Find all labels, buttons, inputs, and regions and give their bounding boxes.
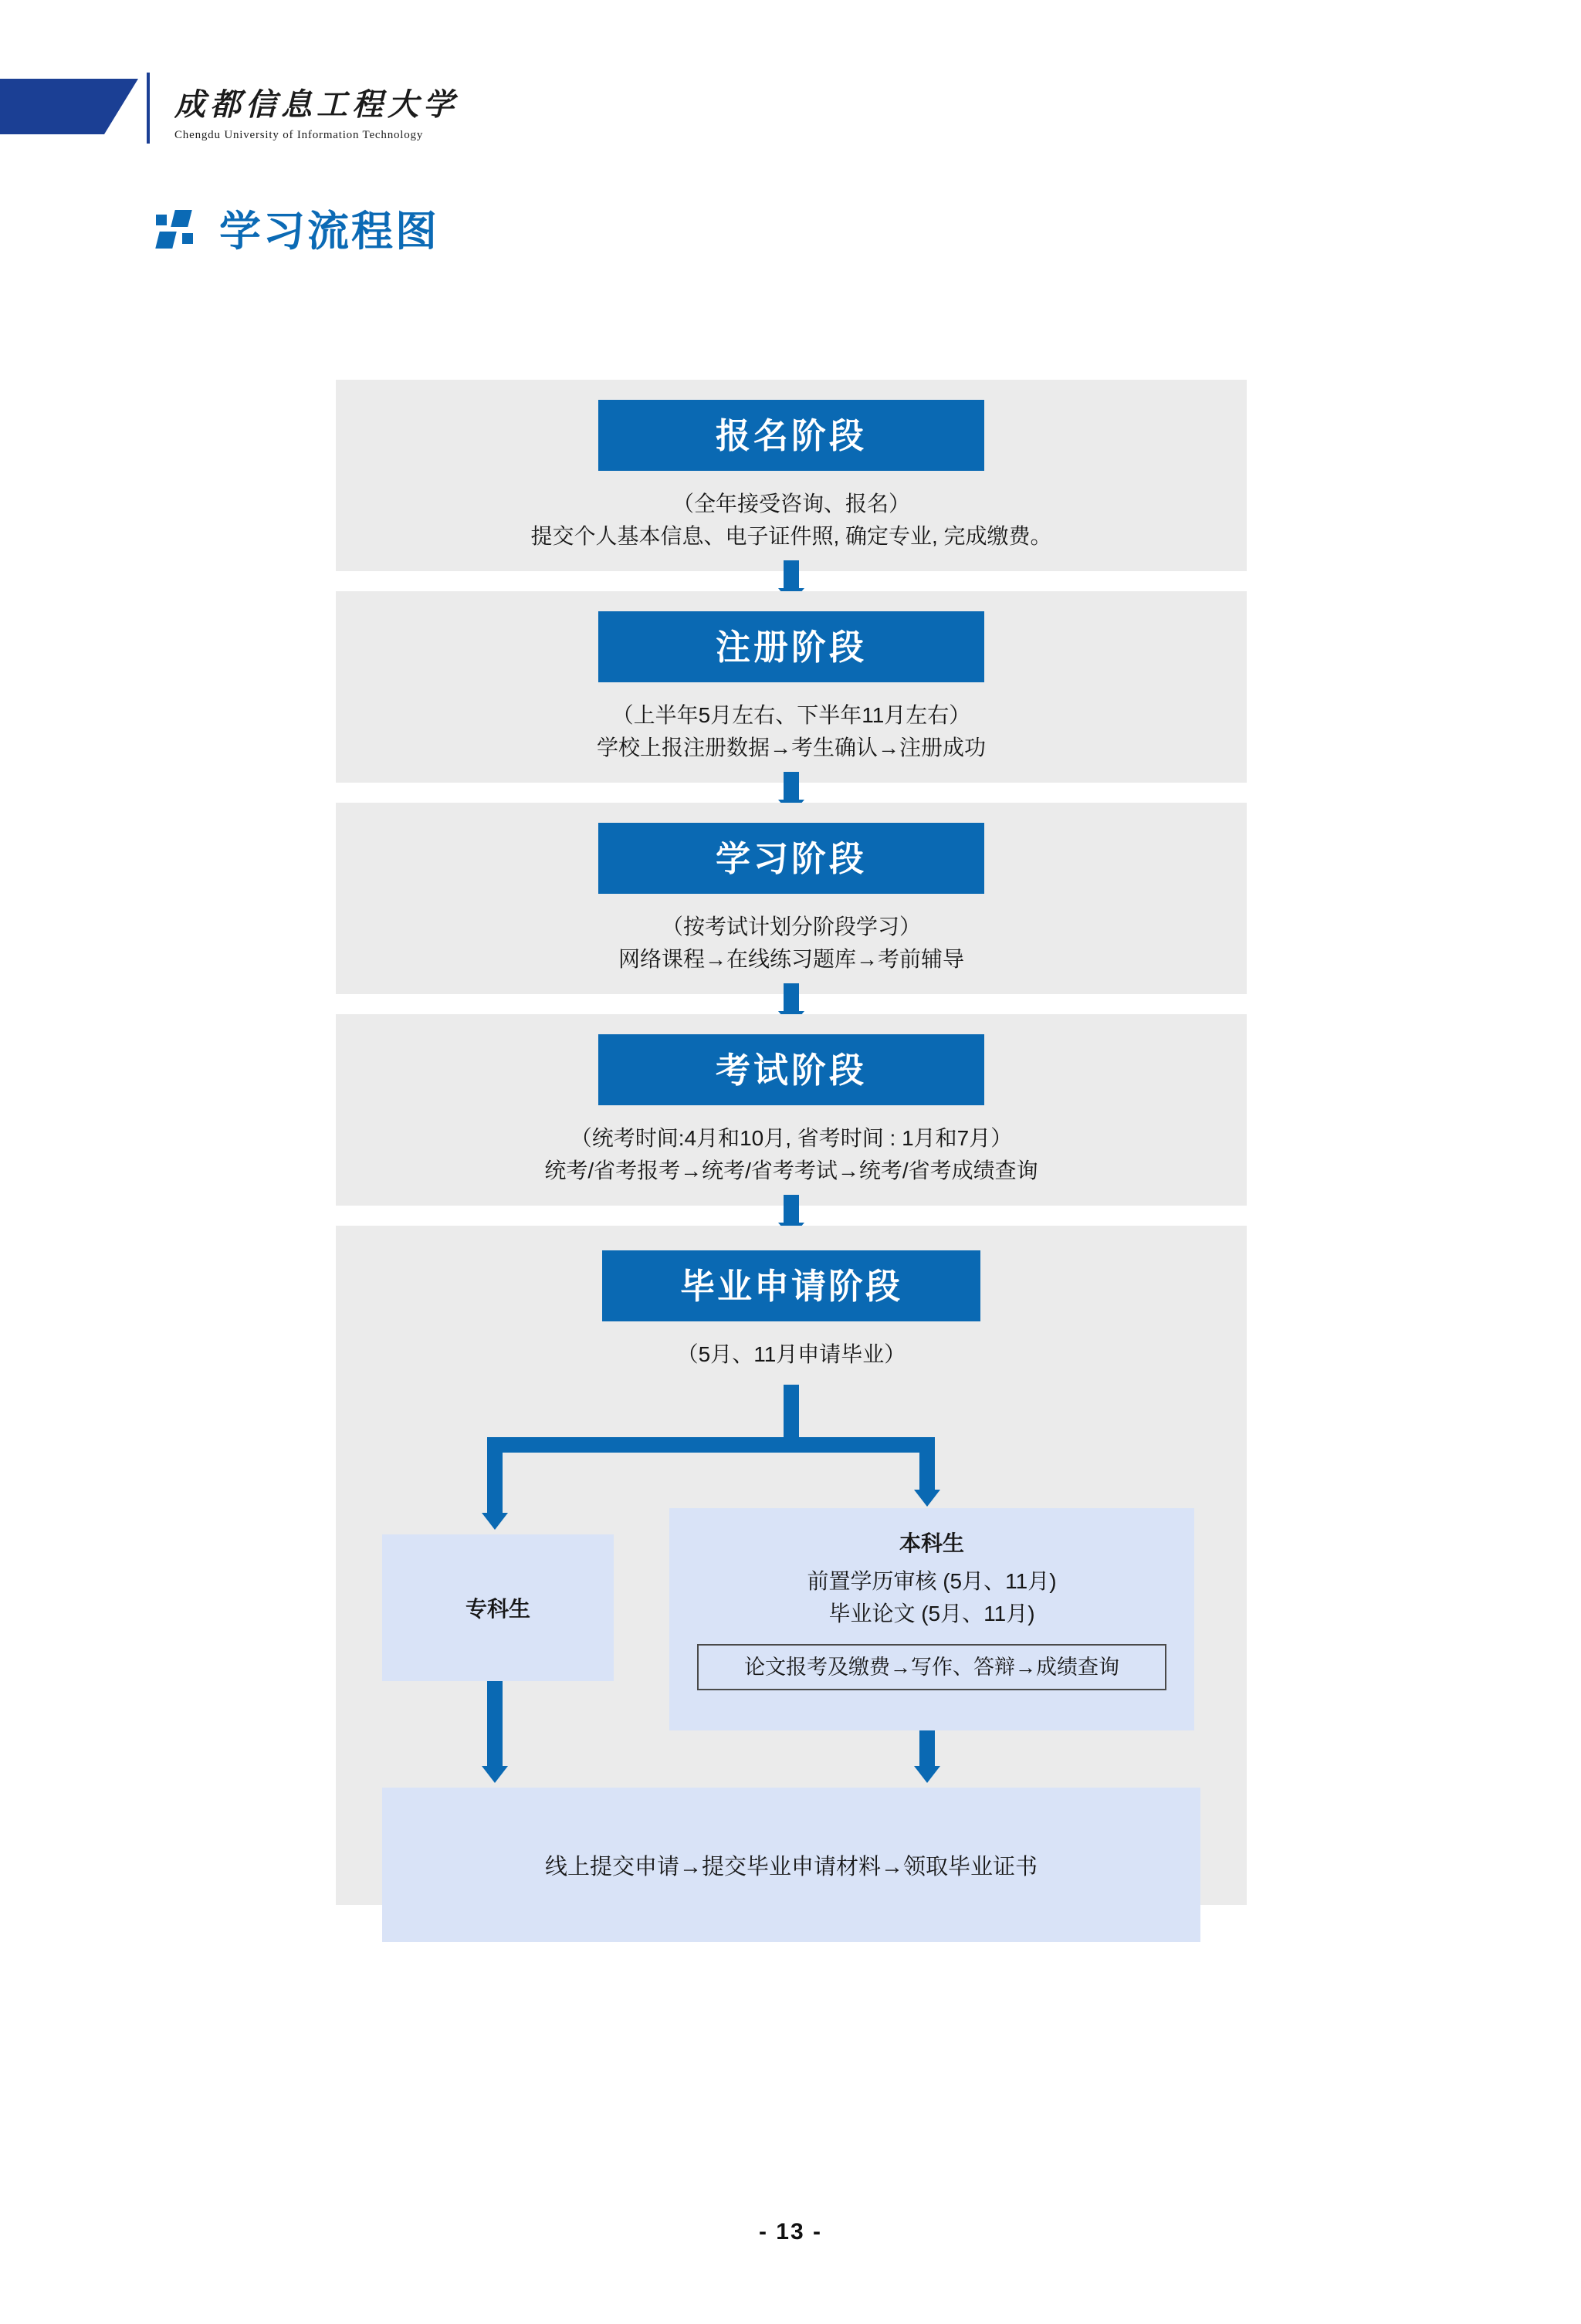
header-divider — [147, 73, 150, 144]
stage-title-5: 毕业申请阶段 — [602, 1250, 980, 1321]
branch-line-bachelor-1: 前置学历审核 (5月、11月) — [807, 1569, 1057, 1593]
connector-4 — [336, 1206, 1247, 1226]
stage-title-1: 报名阶段 — [598, 400, 984, 471]
connector-3 — [336, 994, 1247, 1014]
flowchart — [336, 380, 1247, 1905]
final-left-connector — [487, 1681, 503, 1768]
final-step-text: 线上提交申请→提交毕业申请材料→领取毕业证书 — [544, 1854, 1038, 1879]
branch-stub-vertical — [784, 1385, 799, 1437]
connector-1 — [336, 571, 1247, 591]
university-name-cn: 成都信息工程大学 — [174, 87, 459, 122]
page-header — [0, 65, 1581, 150]
stage-line-2-1: （上半年5月左右、下半年11月左右） — [611, 703, 971, 727]
stage-title-2: 注册阶段 — [598, 611, 984, 682]
branch-label-bachelor: 本科生 — [899, 1531, 964, 1555]
arrow-down-icon — [482, 1513, 508, 1530]
header-accent-bar — [0, 79, 104, 134]
stage-line-3-1: （按考试计划分阶段学习） — [661, 915, 921, 939]
connector-2 — [336, 783, 1247, 803]
branch-label-specialist: 专科生 — [465, 1597, 530, 1621]
stage-band-3 — [336, 803, 1247, 994]
page-title-row — [154, 210, 439, 253]
university-identity — [174, 80, 459, 142]
stage-line-1-2: 提交个人基本信息、电子证件照, 确定专业, 完成缴费。 — [530, 524, 1052, 548]
stage-line-2-2: 学校上报注册数据→考生确认→注册成功 — [596, 736, 986, 759]
stage-line-1-1: （全年接受咨询、报名） — [672, 492, 910, 516]
arrow-down-icon — [914, 1766, 940, 1783]
branch-box-bachelor — [669, 1508, 1194, 1730]
stage-line-3-2: 网络课程→在线练习题库→考前辅导 — [618, 947, 964, 971]
stage-line-5-1: （5月、11月申请毕业） — [676, 1342, 906, 1366]
arrow-down-icon — [482, 1766, 508, 1783]
final-right-connector — [919, 1730, 935, 1768]
branch-left-drop — [487, 1437, 503, 1514]
decorative-squares-icon — [154, 210, 202, 253]
branch-right-drop — [919, 1437, 935, 1491]
stage-title-3: 学习阶段 — [598, 823, 984, 894]
arrow-down-icon — [914, 1490, 940, 1507]
branch-splitter-horizontal — [487, 1437, 935, 1453]
header-accent-slant — [104, 79, 138, 134]
stage-band-2 — [336, 591, 1247, 783]
page-number: - 13 - — [758, 2219, 823, 2245]
stage-title-4: 考试阶段 — [598, 1034, 984, 1105]
stage-line-4-2: 统考/省考报考→统考/省考考试→统考/省考成绩查询 — [544, 1159, 1038, 1182]
branch-line-bachelor-2: 毕业论文 (5月、11月) — [828, 1602, 1035, 1625]
stage-band-4 — [336, 1014, 1247, 1206]
stage-line-4-1: （统考时间:4月和10月, 省考时间 : 1月和7月） — [570, 1126, 1013, 1150]
university-name-en: Chengdu University of Information Technology — [174, 129, 424, 141]
stage-band-1 — [336, 380, 1247, 571]
page-title: 学习流程图 — [219, 208, 439, 255]
stage-band-5 — [336, 1226, 1247, 1905]
branch-note-bachelor: 论文报考及缴费→写作、答辩→成绩查询 — [697, 1644, 1166, 1690]
final-step-box — [382, 1788, 1200, 1942]
branch-box-specialist — [382, 1534, 614, 1681]
